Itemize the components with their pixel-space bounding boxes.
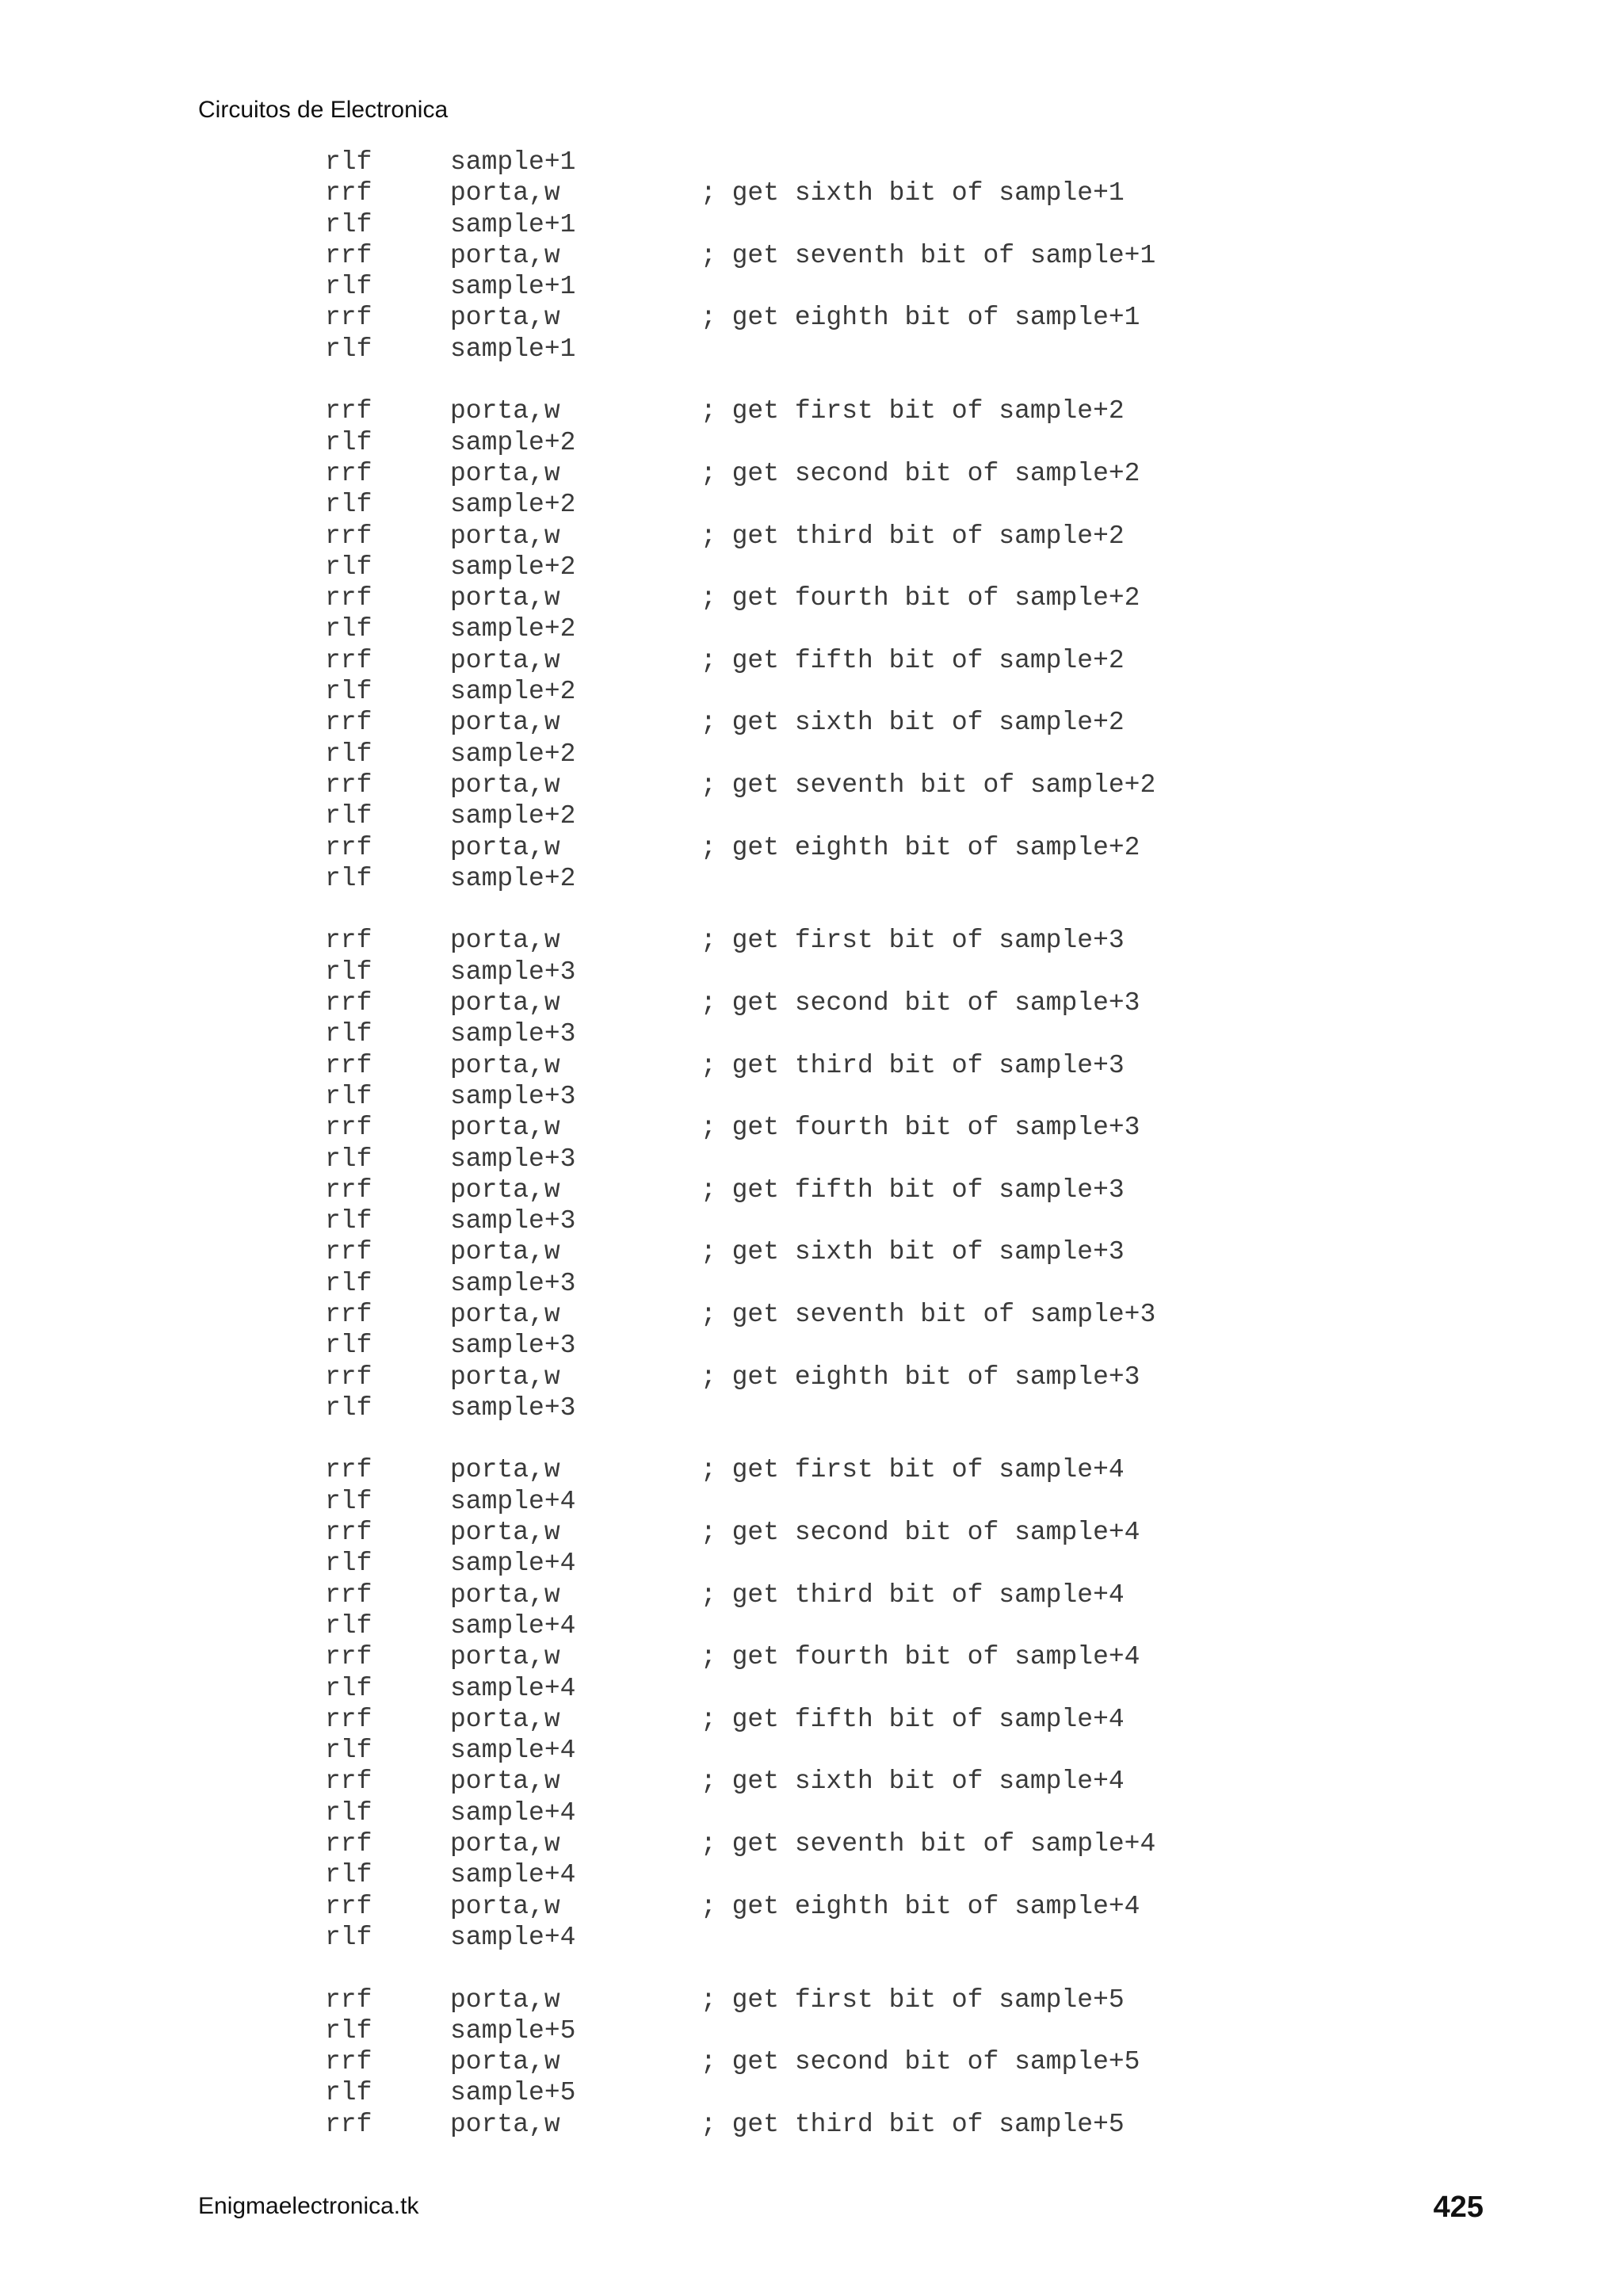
code-instruction: rlf [325,1268,372,1298]
code-instruction: rrf [325,458,372,488]
code-operand: porta,w [450,1362,560,1392]
code-comment: ; get first bit of sample+3 [701,926,1125,956]
code-operand: sample+2 [450,677,576,707]
code-operand: sample+1 [450,272,576,302]
code-operand: porta,w [450,1642,560,1672]
code-comment: ; get sixth bit of sample+1 [701,178,1125,208]
code-instruction: rlf [325,1206,372,1236]
code-operand: porta,w [450,645,560,675]
code-comment: ; get eighth bit of sample+4 [701,1891,1140,1921]
code-operand: porta,w [450,1767,560,1797]
code-operand: sample+3 [450,1144,576,1174]
code-comment: ; get third bit of sample+3 [701,1050,1125,1080]
code-instruction: rrf [325,303,372,333]
code-instruction: rlf [325,614,372,644]
code-instruction: rrf [325,240,372,270]
code-comment: ; get fifth bit of sample+3 [701,1175,1125,1205]
code-operand: sample+4 [450,1673,576,1703]
code-operand: sample+4 [450,1860,576,1890]
code-instruction: rlf [325,1673,372,1703]
code-instruction: rlf [325,552,372,582]
code-comment: ; get seventh bit of sample+1 [701,240,1156,270]
code-instruction: rlf [325,739,372,769]
code-operand: porta,w [450,1455,560,1485]
code-operand: porta,w [450,583,560,613]
code-instruction: rrf [325,645,372,675]
code-instruction: rlf [325,1610,372,1641]
code-comment: ; get second bit of sample+4 [701,1518,1140,1548]
code-instruction: rlf [325,2015,372,2046]
code-comment: ; get third bit of sample+5 [701,2109,1125,2139]
code-operand: porta,w [450,988,560,1018]
code-operand: porta,w [450,396,560,426]
code-operand: sample+4 [450,1736,576,1766]
code-comment: ; get fourth bit of sample+3 [701,1113,1140,1143]
code-comment: ; get first bit of sample+2 [701,396,1125,426]
code-instruction: rrf [325,2109,372,2139]
code-comment: ; get third bit of sample+2 [701,521,1125,551]
code-operand: sample+4 [450,1486,576,1516]
code-comment: ; get sixth bit of sample+2 [701,708,1125,738]
code-operand: porta,w [450,1985,560,2015]
code-instruction: rrf [325,1362,372,1392]
page-number: 425 [1433,2191,1484,2224]
code-operand: sample+2 [450,490,576,520]
code-instruction: rlf [325,1549,372,1579]
code-instruction: rlf [325,1331,372,1361]
code-instruction: rrf [325,521,372,551]
code-operand: sample+5 [450,2015,576,2046]
code-operand: sample+2 [450,863,576,893]
code-instruction: rrf [325,1299,372,1329]
code-instruction: rrf [325,1237,372,1267]
code-instruction: rrf [325,770,372,800]
code-operand: sample+2 [450,739,576,769]
code-operand: porta,w [450,2109,560,2139]
code-instruction: rlf [325,1736,372,1766]
code-operand: sample+4 [450,1549,576,1579]
code-instruction: rrf [325,1113,372,1143]
code-operand: sample+1 [450,334,576,364]
code-instruction: rlf [325,427,372,457]
code-operand: sample+4 [450,1610,576,1641]
code-instruction: rrf [325,832,372,862]
code-operand: sample+1 [450,147,576,177]
code-comment: ; get eighth bit of sample+3 [701,1362,1140,1392]
code-operand: porta,w [450,708,560,738]
code-instruction: rlf [325,677,372,707]
page-header-title: Circuitos de Electronica [198,97,449,123]
code-comment: ; get seventh bit of sample+3 [701,1299,1156,1329]
code-instruction: rlf [325,1486,372,1516]
code-comment: ; get fourth bit of sample+2 [701,583,1140,613]
code-operand: sample+4 [450,1797,576,1828]
code-operand: porta,w [450,1237,560,1267]
code-comment: ; get second bit of sample+2 [701,458,1140,488]
code-operand: porta,w [450,458,560,488]
code-instruction: rlf [325,490,372,520]
code-operand: sample+3 [450,957,576,987]
code-instruction: rrf [325,926,372,956]
code-instruction: rrf [325,396,372,426]
code-comment: ; get sixth bit of sample+3 [701,1237,1125,1267]
code-operand: porta,w [450,240,560,270]
code-comment: ; get first bit of sample+5 [701,1985,1125,2015]
code-instruction: rlf [325,1922,372,1952]
code-operand: sample+3 [450,1081,576,1111]
code-operand: porta,w [450,1829,560,1859]
code-operand: porta,w [450,1175,560,1205]
code-instruction: rrf [325,1518,372,1548]
code-operand: porta,w [450,1891,560,1921]
code-comment: ; get second bit of sample+3 [701,988,1140,1018]
code-comment: ; get fifth bit of sample+2 [701,645,1125,675]
code-operand: sample+2 [450,552,576,582]
code-instruction: rrf [325,1767,372,1797]
code-instruction: rrf [325,1580,372,1610]
code-operand: porta,w [450,832,560,862]
code-comment: ; get seventh bit of sample+2 [701,770,1156,800]
code-operand: sample+3 [450,1331,576,1361]
code-operand: porta,w [450,1299,560,1329]
code-comment: ; get fifth bit of sample+4 [701,1704,1125,1734]
code-instruction: rlf [325,272,372,302]
code-comment: ; get eighth bit of sample+2 [701,832,1140,862]
code-operand: sample+3 [450,1206,576,1236]
footer-site: Enigmaelectronica.tk [198,2193,419,2219]
code-operand: sample+2 [450,801,576,831]
code-operand: porta,w [450,2047,560,2077]
code-instruction: rrf [325,1175,372,1205]
code-comment: ; get second bit of sample+5 [701,2047,1140,2077]
code-operand: porta,w [450,770,560,800]
code-operand: sample+3 [450,1019,576,1049]
code-operand: porta,w [450,521,560,551]
code-instruction: rlf [325,1392,372,1423]
code-instruction: rrf [325,1455,372,1485]
code-operand: porta,w [450,1704,560,1734]
code-operand: sample+1 [450,209,576,239]
code-operand: sample+2 [450,614,576,644]
code-instruction: rlf [325,1019,372,1049]
code-comment: ; get fourth bit of sample+4 [701,1642,1140,1672]
code-instruction: rrf [325,1050,372,1080]
code-instruction: rlf [325,1081,372,1111]
code-instruction: rlf [325,863,372,893]
code-instruction: rlf [325,801,372,831]
code-operand: porta,w [450,303,560,333]
code-instruction: rrf [325,178,372,208]
code-instruction: rrf [325,708,372,738]
code-operand: porta,w [450,926,560,956]
code-comment: ; get sixth bit of sample+4 [701,1767,1125,1797]
code-instruction: rrf [325,1704,372,1734]
code-instruction: rlf [325,2078,372,2108]
code-instruction: rrf [325,583,372,613]
code-operand: porta,w [450,1580,560,1610]
code-instruction: rlf [325,1144,372,1174]
code-instruction: rlf [325,209,372,239]
code-instruction: rlf [325,147,372,177]
code-operand: sample+3 [450,1392,576,1423]
code-comment: ; get eighth bit of sample+1 [701,303,1140,333]
code-comment: ; get third bit of sample+4 [701,1580,1125,1610]
code-operand: porta,w [450,1518,560,1548]
code-instruction: rlf [325,334,372,364]
code-comment: ; get first bit of sample+4 [701,1455,1125,1485]
code-instruction: rlf [325,1860,372,1890]
code-comment: ; get seventh bit of sample+4 [701,1829,1156,1859]
code-instruction: rrf [325,1985,372,2015]
code-operand: sample+5 [450,2078,576,2108]
code-instruction: rrf [325,1829,372,1859]
code-instruction: rrf [325,1642,372,1672]
code-operand: porta,w [450,1050,560,1080]
code-instruction: rrf [325,988,372,1018]
code-instruction: rrf [325,2047,372,2077]
code-operand: porta,w [450,1113,560,1143]
code-operand: sample+4 [450,1922,576,1952]
code-operand: porta,w [450,178,560,208]
code-instruction: rlf [325,1797,372,1828]
code-operand: sample+2 [450,427,576,457]
code-operand: sample+3 [450,1268,576,1298]
code-instruction: rrf [325,1891,372,1921]
code-instruction: rlf [325,957,372,987]
